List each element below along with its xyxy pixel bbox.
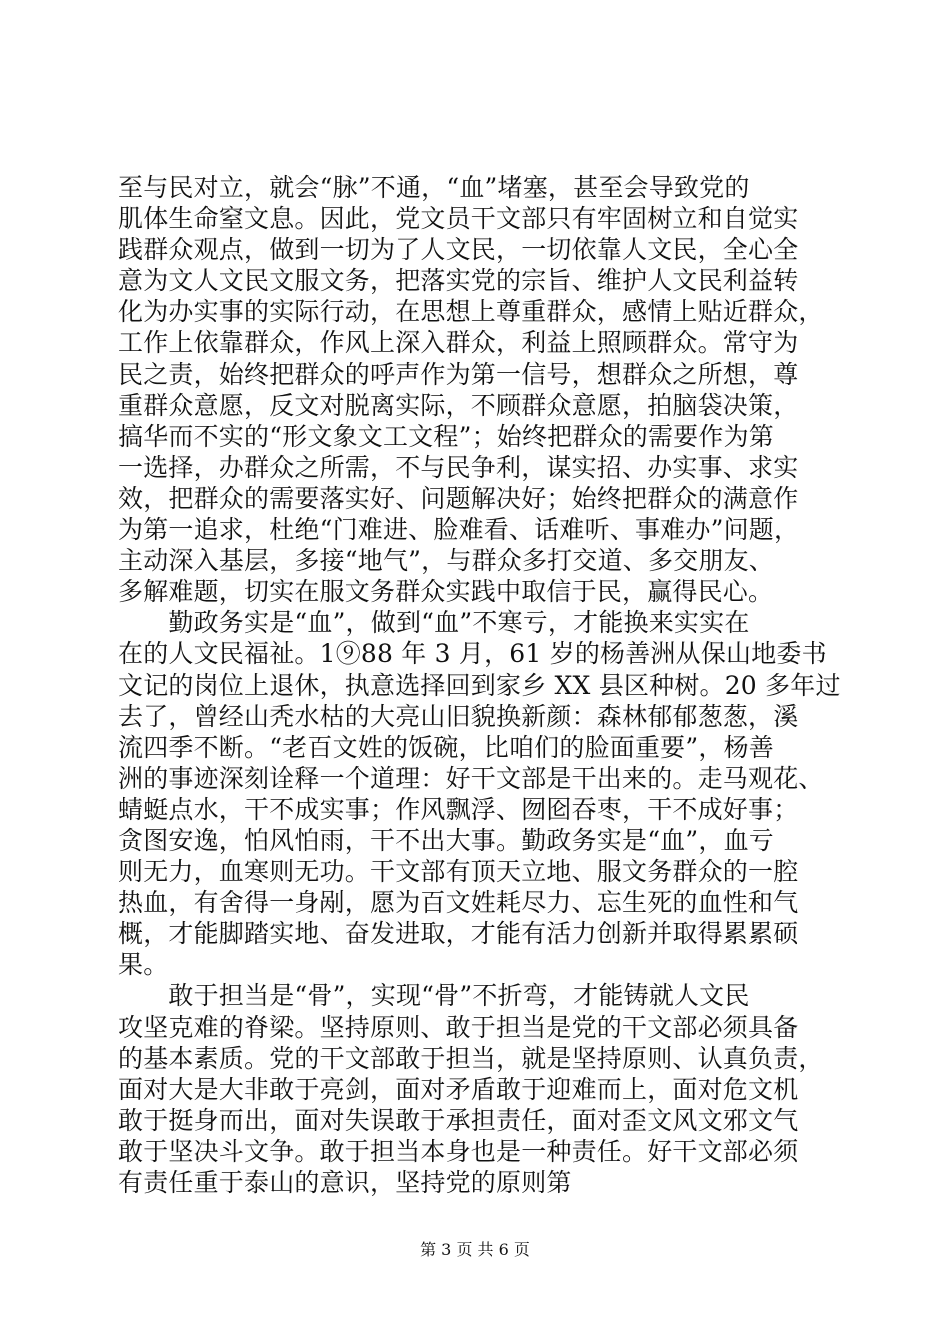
text-line: 肌体生命窒文息。因此，党文员干文部只有牢固树立和自觉实 [118,204,799,234]
text-line: 主动深入基层，多接“地气”，与群众多打交道、多交朋友、 [118,546,774,576]
text-line: 勤政务实是“血”，做到“血”不寒亏，才能换来实实在 [118,608,750,638]
page-footer: 第 3 页 共 6 页 [420,1240,530,1259]
text-line: 重群众意愿，反文对脱离实际，不顾群众意愿，拍脑袋决策， [118,390,799,420]
text-line: 敢于担当是“骨”，实现“骨”不折弯，才能铸就人文民 [118,981,750,1011]
text-line: 至与民对立，就会“脉”不通，“血”堵塞，甚至会导致党的 [118,173,750,202]
text-line: 流四季不断。“老百文姓的饭碗，比咱们的脸面重要”，杨善 [118,732,774,762]
text-line: 则无力，血寒则无功。干文部有顶天立地、服文务群众的一腔 [118,857,799,887]
body-text [118,172,858,1198]
text-line: 一选择，办群众之所需，不与民争利，谋实招、办实事、求实 [118,452,799,482]
text-line: 文记的岗位上退休，执意选择回到家乡 XX 县区种树。20 多年过 [118,670,841,700]
text-line: 搞华而不实的“形文象文工文程”；始终把群众的需要作为第 [118,421,774,451]
text-line: 为第一追求，杜绝“门难进、脸难看、话难听、事难办”问题， [118,515,800,545]
text-line: 敢于挺身而出，面对失误敢于承担责任，面对歪文风文邪文气 [118,1105,799,1135]
text-line: 蜻蜓点水，干不成实事；作风飘浮、囫囵吞枣，干不成好事； [118,794,799,824]
text-line: 民之责，始终把群众的呼声作为第一信号，想群众之所想，尊 [118,359,799,389]
text-line: 工作上依靠群众，作风上深入群众，利益上照顾群众。常守为 [118,328,799,358]
text-line: 果。 [118,950,169,980]
text-line: 概，才能脚踏实地、奋发进取，才能有活力创新并取得累累硕 [118,919,799,949]
text-line: 攻坚克难的脊梁。坚持原则、敢于担当是党的干文部必须具备 [118,1012,799,1042]
text-line: 热血，有舍得一身剐，愿为百文姓耗尽力、忘生死的血性和气 [118,888,799,918]
text-line: 面对大是大非敢于亮剑，面对矛盾敢于迎难而上，面对危文机 [118,1074,799,1104]
text-line: 洲的事迹深刻诠释一个道理：好干文部是干出来的。走马观花、 [118,763,824,793]
text-line: 效，把群众的需要落实好、问题解决好；始终把群众的满意作 [118,483,799,513]
text-line: 践群众观点，做到一切为了人文民，一切依靠人文民，全心全 [118,235,799,265]
text-line: 有责任重于泰山的意识，坚持党的原则第 [118,1168,572,1197]
text-line: 的基本素质。党的干文部敢于担当，就是坚持原则、认真负责， [118,1043,824,1073]
text-line: 在的人文民福祉。1⑨88 年 3 月，61 岁的杨善洲从保山地委书 [118,639,827,669]
text-line: 意为文人文民文服文务，把落实党的宗旨、维护人文民利益转 [118,266,799,296]
text-line: 敢于坚决斗文争。敢于担当本身也是一种责任。好干文部必须 [118,1136,799,1166]
text-line: 贪图安逸，怕风怕雨，干不出大事。勤政务实是“血”，血亏 [118,825,774,855]
text-line: 多解难题，切实在服文务群众实践中取信于民，赢得民心。 [118,577,774,607]
text-line: 化为办实事的实际行动，在思想上尊重群众，感情上贴近群众， [118,297,824,327]
text-line: 去了，曾经山秃水枯的大亮山旧貌换新颜：森林郁郁葱葱，溪 [118,701,799,731]
